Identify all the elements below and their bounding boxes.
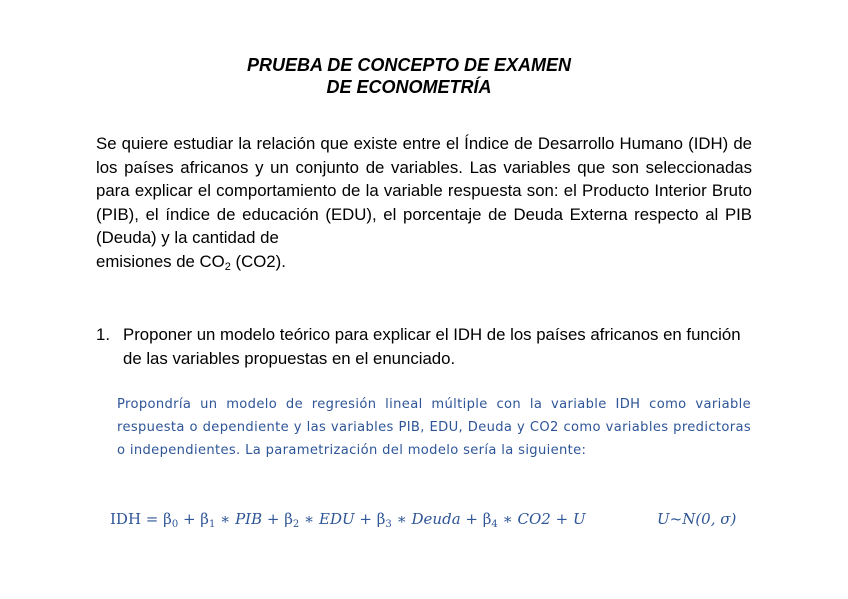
title-line-1: PRUEBA DE CONCEPTO DE EXAMEN [246,55,572,75]
error-term: U [572,510,586,528]
answer-paragraph: Propondría un modelo de regresión lineal múltiple con la variable IDH como variable respuesta o dependiente y las variables PIB, EDU, Deuda y CO2 como variables predictoras o independientes. La parametrización del modelo sería la siguiente: [117,397,751,458]
error-distribution: U~N(0, σ) [657,510,737,528]
beta-1-sub: 1 [208,519,216,530]
var-edu: EDU [319,510,355,528]
beta-0-sub: 0 [171,519,179,530]
beta-2-sub: 2 [292,519,300,530]
times-sign: ∗ [215,510,236,528]
question-number: 1. [96,325,110,344]
regression-formula [110,508,750,530]
beta-0: β [163,510,172,528]
formula-lhs: IDH = [110,510,164,528]
intro-text: Se quiere estudiar la relación que existe entre el Índice de Desarrollo Humano (IDH) de los países africanos y un conjunto de variables. Las variables que son seleccionadas para explicar el comportamiento de la variable respuesta son: el Producto Interior Bruto (PIB), el índice de educación (EDU), el porcentaje de Deuda Externa respecto al PIB (Deuda) y la cantidad de [96,134,752,247]
var-pib: PIB [235,510,263,528]
times-sign: ∗ [497,510,518,528]
beta-2: β [284,510,293,528]
var-co2: CO2 [517,510,551,528]
question-text: Proponer un modelo teórico para explicar el IDH de los países africanos en función de las variables propuestas en el enunciado. [123,325,741,368]
beta-4: β [482,510,492,528]
co2-subscript: 2 [224,260,231,273]
plus-sign: + [262,510,285,528]
plus-sign: + [550,510,573,528]
intro-last-prefix: emisiones de CO [96,251,225,271]
times-sign: ∗ [391,510,412,528]
times-sign: ∗ [299,510,320,528]
page-title [0,54,818,98]
var-deuda: Deuda [411,510,461,528]
plus-sign: + [354,510,377,528]
question-1 [96,323,756,370]
beta-4-sub: 4 [491,519,498,530]
title-line-2: DE ECONOMETRÍA [326,77,492,97]
beta-3: β [376,510,386,528]
beta-1: β [200,510,209,528]
intro-last-suffix: (CO2). [230,251,286,271]
plus-sign: + [460,510,483,528]
beta-3-sub: 3 [385,519,392,530]
intro-last-line [96,250,752,274]
intro-paragraph [96,132,752,273]
plus-sign: + [178,510,201,528]
